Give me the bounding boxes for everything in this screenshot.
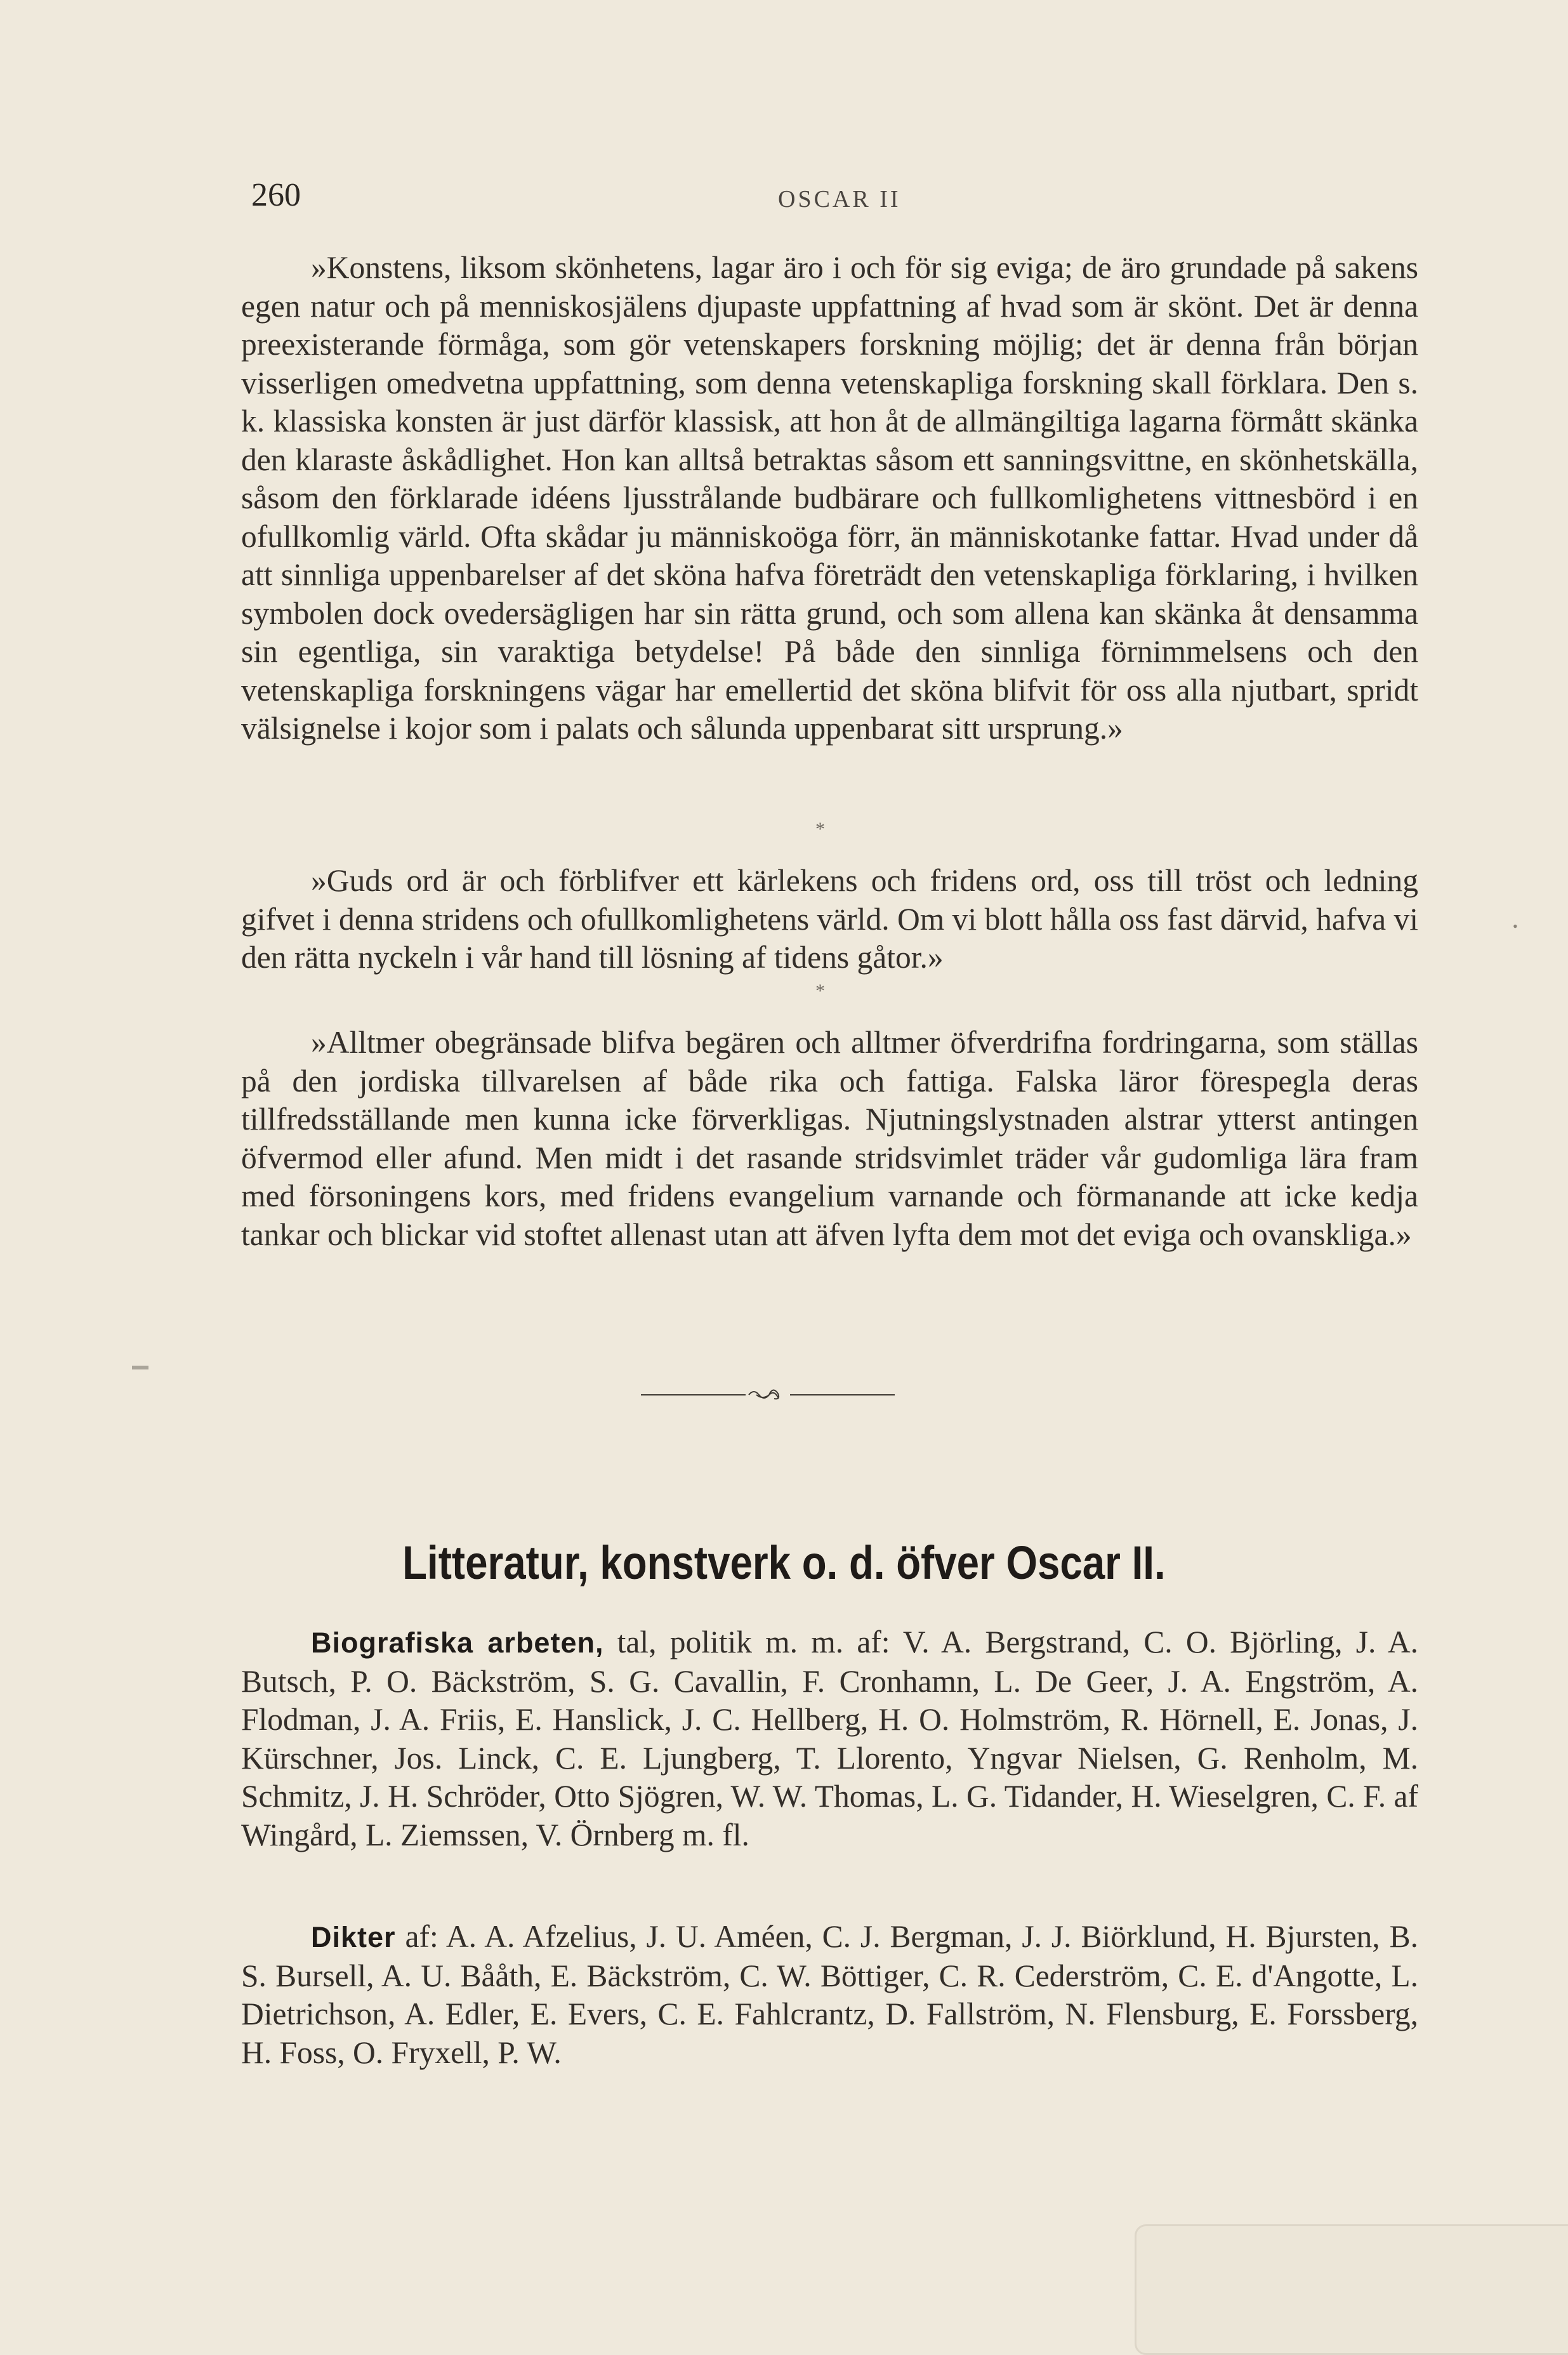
quote-text: »Guds ord är och förblifver ett kärlekens och fridens ord, oss till tröst och ledning gifvet i denna stridens och ofullkomlighetens värld. Om vi blott hålla oss fast därvid, hafva vi den rätta nyckeln i vår hand till lösning af tidens gåtor.» xyxy=(241,863,1418,975)
quote-paragraph-1 xyxy=(241,249,1418,748)
section-heading: Litteratur, konstverk o. d. öfver Oscar II. xyxy=(402,1536,1166,1589)
quote-text: »Alltmer obegränsade blifva begären och alltmer öfverdrifna fordringarna, som ställas på den jordiska tillvarelsen af både rika och fattiga. Falska läror förespegla deras tillfredsställande men kunna icke förverkligas. Njutningslystnaden alstrar ytterst antingen öfvermod eller afund. Men midt i det rasande stridsvimlet träder vår gudomliga lära fram med försoningens kors, med fridens evangelium varnande och förmanande att icke kedja tankar och blickar vid stoftet allenast utan att äfven lyfta dem mot det eviga och ovanskliga.» xyxy=(241,1025,1418,1252)
asterism-separator: * xyxy=(815,980,825,1001)
entry-text: af: A. A. Afzelius, J. U. Améen, C. J. Bergman, J. J. Biörklund, H. Bjursten, B. S. Bursell, A. U. Bååth, E. Bäckström, C. W. Böttiger, C. R. Cederström, C. E. d'Angotte, L. Dietrichson, A. Edler, E. Evers, C. E. Fahlcrantz, D. Fallström, N. Flensburg, E. Forssberg, H. Foss, O. Fryxell, P. W. xyxy=(241,1919,1418,2070)
quote-paragraph-3 xyxy=(241,1024,1418,1254)
asterism-separator: * xyxy=(815,819,825,840)
page-number: 260 xyxy=(251,177,301,213)
running-title: OSCAR II xyxy=(778,186,901,213)
entry-text: tal, politik m. m. af: V. A. Bergstrand, C. O. Björling, J. A. Butsch, P. O. Bäckström, S. G. Cavallin, F. Cronhamn, L. De Geer, J. A. Engström, A. Flodman, J. A. Friis, E. Hanslick, J. C. Hellberg, H. O. Holmström, R. Hörnell, E. Jonas, J. Kürschner, Jos. Linck, C. E. Ljungberg, T. Llorento, Yngvar Nielsen, G. Renholm, M. Schmitz, J. H. Schröder, Otto Sjögren, W. W. Thomas, L. G. Tidander, H. Wieselgren, C. F. af Wingård, L. Ziemssen, V. Örnberg m. fl. xyxy=(241,1625,1418,1852)
margin-speck xyxy=(132,1366,148,1369)
bibliography-entry-biographies xyxy=(241,1623,1418,1854)
quote-paragraph-2 xyxy=(241,862,1418,977)
quote-text: »Konstens, liksom skönhetens, lagar äro i och för sig eviga; de äro grundade på sakens egen natur och på menniskosjälens djupaste uppfattning af hvad som är skönt. Det är denna preexisterande förmåga, som gör vetenskapers forskning möjlig; det är denna från början visserligen omedvetna uppfattning, som denna vetenskapliga forskning skall förklara. Den s. k. klassiska konsten är just därför klassisk, att hon åt de allmängiltiga lagarna förmått skänka den klaraste åskådlighet. Hon kan alltså betraktas såsom ett sanningsvittne, en skönhetskälla, såsom den förklarade idéens ljusstrålande budbärare och fullkomlighetens vittnesbörd i en ofullkomlig värld. Ofta skådar ju människoöga förr, än människotanke fattar. Hvad under då att sinnliga uppenbarelser af det sköna hafva företrädt den vetenskapliga förklaring, i hvilken symbolen dock ovedersägligen har sin rätta grund, och som allena kan skänka åt densamma sin egentliga, sin varaktiga betydelse! På både den sinnliga förnimmelsens och den vetenskapliga forskningens vägar har emellertid det sköna blifvit för oss alla njutbart, spridt välsignelse i kojor som i palats och sålunda uppenbarat sitt ursprung.» xyxy=(241,250,1418,746)
margin-speck: • xyxy=(1513,918,1518,934)
ornamental-divider-icon xyxy=(641,1382,895,1408)
page-corner-mark xyxy=(1135,2224,1568,2355)
entry-lead: Dikter xyxy=(311,1921,396,1953)
bibliography-entry-poems xyxy=(241,1918,1418,2072)
entry-lead: Biografiska arbeten, xyxy=(311,1626,604,1659)
running-head xyxy=(0,176,1568,221)
